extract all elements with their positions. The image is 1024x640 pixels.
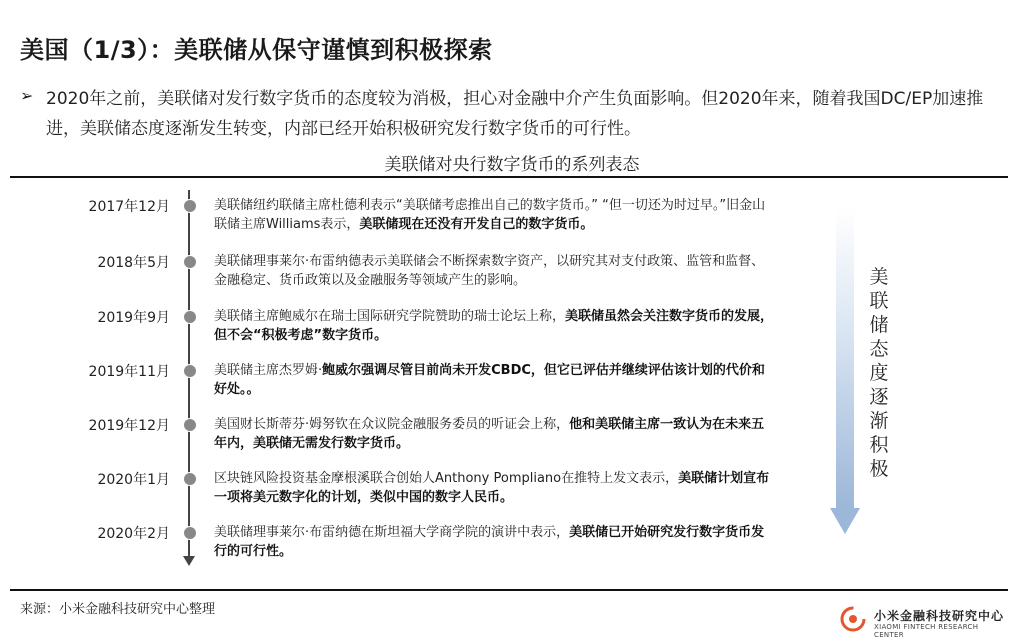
- logo-text-cn: 小米金融科技研究中心: [874, 609, 1005, 623]
- event-text: 美联储纽约联储主席杜德利表示“美联储考虑推出自己的数字货币。” “但一切还为时过早。”旧金山联储主席Williams表示，: [214, 198, 766, 232]
- trend-arrow-icon: [830, 508, 860, 534]
- event-text-bold: 他和美联储主席一致认为在未来五年内，美联储无需发行数字货币。: [214, 417, 765, 451]
- intro-text: 2020年之前，美联储对发行数字货币的态度较为消极，担心对金融中介产生负面影响。但2020年来，随着我国DC/EP加速推进，美联储态度逐渐发生转变，内部已经开始积极研究发行数字货币的可行性。: [46, 89, 984, 139]
- event-text-bold: 美联储现在还没有开发自己的数字货币。: [359, 217, 594, 232]
- trend-arrow-shaft: [836, 208, 854, 508]
- event-description: [214, 307, 774, 345]
- timeline-event: [0, 523, 800, 563]
- event-description: [214, 415, 774, 453]
- trend-label-char: 联: [869, 290, 889, 312]
- timeline-event: [0, 307, 800, 347]
- section-subtitle: 美联储对央行数字货币的系列表态: [384, 155, 640, 175]
- timeline-event: [0, 361, 800, 401]
- logo-text-en: XIAOMI FINTECH RESEARCH CENTER: [874, 623, 979, 639]
- trend-label-char: 态: [869, 338, 889, 360]
- event-date: 2020年2月: [97, 526, 170, 542]
- timeline-event: [0, 469, 800, 509]
- timeline-dot-icon: [183, 255, 197, 269]
- event-description: [214, 523, 774, 561]
- trend-label-char: 逐: [869, 386, 889, 408]
- timeline-dot-icon: [183, 418, 197, 432]
- event-text: 美国财长斯蒂芬·姆努钦在众议院金融服务委员的听证会上称，: [214, 417, 570, 432]
- event-date: 2019年11月: [88, 364, 170, 380]
- timeline-dot-icon: [183, 472, 197, 486]
- event-text: 美联储理事莱尔·布雷纳德在斯坦福大学商学院的演讲中表示，: [214, 525, 570, 540]
- event-description: [214, 252, 774, 290]
- event-date: 2019年9月: [97, 310, 170, 326]
- trend-label-char: 积: [869, 434, 889, 456]
- trend-label-char: 极: [869, 458, 889, 480]
- trend-label-char: 渐: [869, 410, 889, 432]
- trend-label: [862, 265, 896, 481]
- source-note: 来源：小米金融科技研究中心整理: [20, 602, 216, 617]
- top-divider: [10, 176, 1008, 178]
- event-description: [214, 469, 774, 507]
- event-date: 2019年12月: [88, 418, 170, 434]
- timeline-event: [0, 252, 800, 292]
- event-description: [214, 196, 774, 234]
- event-text-bold: 美联储已开始研究发行数字货币发行的可行性。: [214, 525, 765, 559]
- page-title: 美国（1/3）：美联储从保守谨慎到积极探索: [20, 36, 493, 64]
- xiaomi-fintech-logo-icon: [840, 606, 866, 632]
- event-text: 区块链风险投资基金摩根溪联合创始人Anthony Pompliano在推特上发文表示，: [214, 471, 679, 486]
- event-date: 2018年5月: [97, 255, 170, 271]
- trend-label-char: 美: [869, 266, 889, 288]
- timeline-dot-icon: [183, 526, 197, 540]
- event-description: [214, 361, 774, 399]
- bullet-arrow-icon: ➢: [20, 86, 34, 105]
- intro-bullet: [20, 84, 1000, 144]
- timeline-dot-icon: [183, 364, 197, 378]
- timeline-event: [0, 415, 800, 455]
- bottom-divider: [10, 589, 1008, 591]
- timeline-dot-icon: [183, 199, 197, 213]
- event-text-bold: 美联储计划宣布一项将美元数字化的计划，类似中国的数字人民币。: [214, 471, 770, 505]
- trend-label-char: 储: [869, 314, 889, 336]
- event-text-bold: 鲍威尔强调尽管目前尚未开发CBDC，但它已评估并继续评估该计划的代价和好处。。: [214, 363, 765, 397]
- event-text: 美联储理事莱尔·布雷纳德表示美联储会不断探索数字资产，以研究其对支付政策、监管和监督、金融稳定、货币政策以及金融服务等领域产生的影响。: [214, 254, 765, 288]
- event-date: 2017年12月: [88, 199, 170, 215]
- trend-label-char: 度: [869, 362, 889, 384]
- timeline-dot-icon: [183, 310, 197, 324]
- event-date: 2020年1月: [97, 472, 170, 488]
- timeline-event: [0, 196, 800, 236]
- event-text: 美联储主席鲍威尔在瑞士国际研究学院赞助的瑞士论坛上称，: [214, 309, 566, 324]
- event-text: 美联储主席杰罗姆·: [214, 363, 323, 378]
- logo: [840, 604, 1010, 639]
- event-text-bold: 美联储虽然会关注数字货币的发展，但不会“积极考虑”数字货币。: [214, 309, 774, 343]
